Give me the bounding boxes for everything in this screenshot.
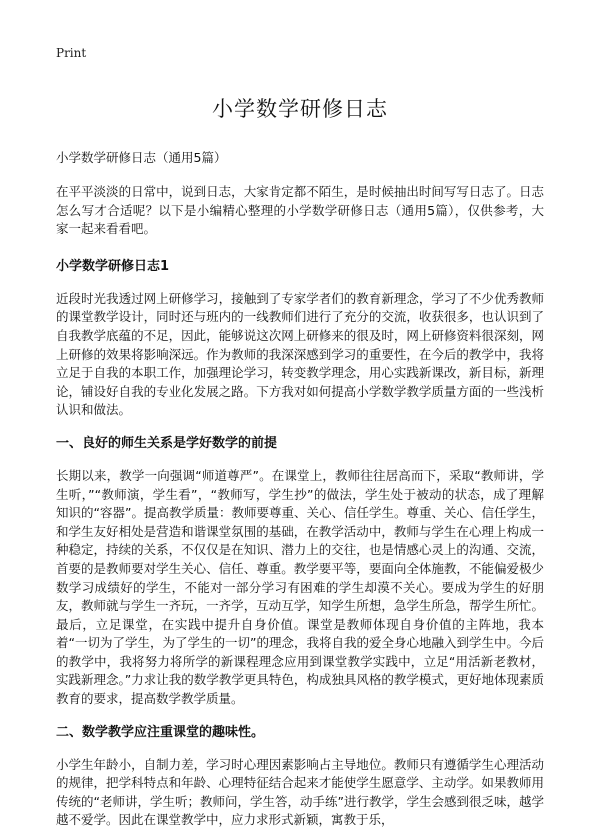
document-subtitle: 小学数学研修日志（通用5篇）: [56, 150, 227, 165]
print-link[interactable]: Print: [56, 46, 87, 60]
entry-1-paragraph: 近段时光我透过网上研修学习，接触到了专家学者们的教育新理念，学习了不少优秀教师的课堂教学设计，同时还与班内的一线教师们进行了充分的交流，收获很多，也认识到了自我教学底蕴的不足，因此，能够说这次网上研修来的很及时，网上研修资料很深刻，网上研修的效果将影响深远。作为教师的我深深感到学习的重要性，在今后的教学中，我将立足于自我的本职工作，加强理论学习，转变教学理念，用心实践新课改，新目标，新理论，铺设好自我的专业化发展之路。下方我对如何提高小学数学教学质量方面的一些浅析认识和做法。: [56, 290, 544, 418]
section-2-paragraph: 小学生年龄小，自制力差，学习时心理因素影响占主导地位。教师只有遵循学生心理活动的规律，把学科特点和年龄、心理特征结合起来才能使学生愿意学、主动学。如果教师用传统的“老师讲，学生听；教师问，学生答，动手练”进行教学，学生会感到很乏味，越学越不爱学。因此在课堂教学中，应力求形式新颖，寓教于乐，: [56, 756, 544, 828]
section-1-heading: 一、良好的师生关系是学好数学的前提: [56, 435, 278, 451]
intro-paragraph: 在平平淡淡的日常中，说到日志，大家肯定都不陌生，是时候抽出时间写写日志了。日志怎么写才合适呢？以下是小编精心整理的小学数学研修日志（通用5篇），仅供参考，大家一起来看看吧。: [56, 184, 544, 237]
section-1-paragraph: 长期以来，教学一向强调“师道尊严”。在课堂上，教师往往居高而下，采取“教师讲，学生听，”“教师演，学生看”，“教师写，学生抄”的做法，学生处于被动的状态，成了理解知识的“容器”。提高教学质量：教师要尊重、关心、信任学生。尊重、关心、信任学生，和学生友好相处是营造和谐课堂氛围的基础，在教学活动中，教师与学生在心理上构成一种稳定，持续的关系，不仅仅是在知识、潜力上的交往，也是情感心灵上的沟通、交流，首要的是教师要对学生关心、信任、尊重。教学要平等，要面向全体施教，不能偏爱极少数学习成绩好的学生，不能对一部分学习有困难的学生却漠不关心。要成为学生的好朋友，教师就与学生一齐玩，一齐学，互动互学，知学生所想，急学生所急，帮学生所忙。最后，立足课堂，在实践中提升自身价值。课堂是教师体现自身价值的主阵地，我本着“一切为了学生，为了学生的一切”的理念，我将自我的爱全身心地融入到学生中。今后的教学中，我将努力将所学的新课程理念应用到课堂教学实践中，立足“用活新老教材，实践新理念。”力求让我的数学教学更具特色，构成独具风格的教学模式，更好地体现素质教育的要求，提高数学教学质量。: [56, 467, 544, 707]
entry-1-heading: 小学数学研修日志1: [56, 258, 170, 274]
page-title: 小学数学研修日志: [212, 97, 388, 121]
section-2-heading: 二、数学教学应注重课堂的趣味性。: [56, 724, 265, 740]
